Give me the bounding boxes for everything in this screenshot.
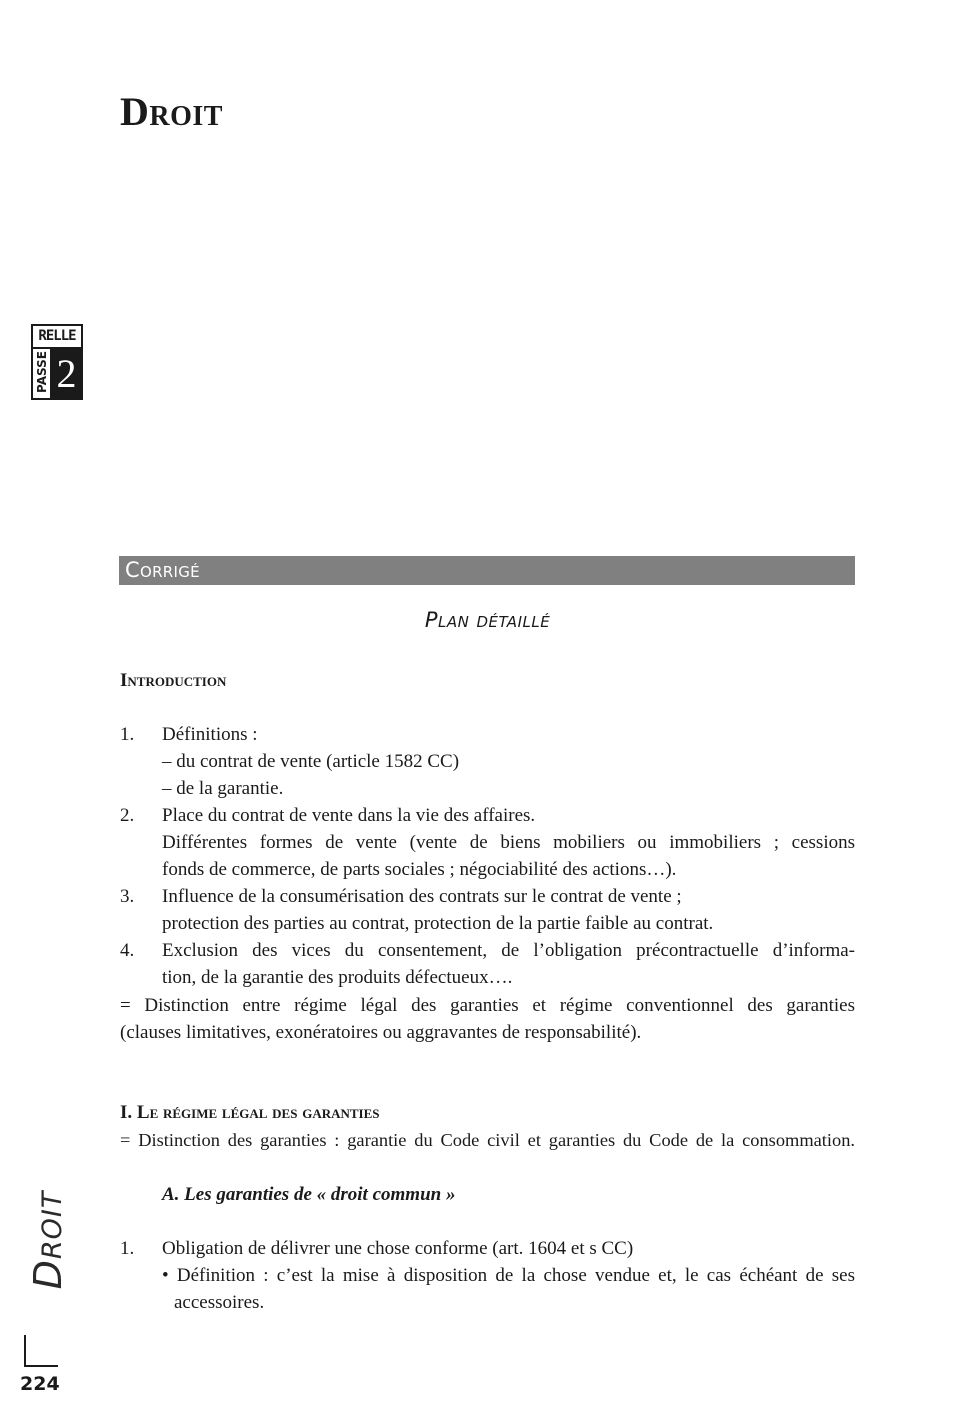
intro-conclusion-line: (clauses limitatives, exonératoires ou aggravantes de responsabilité).: [120, 1022, 642, 1043]
item-number: 1.: [120, 1238, 135, 1259]
item-number: 2.: [120, 805, 135, 826]
section-side-label: Droit: [26, 1190, 70, 1290]
badge-number: 2: [52, 349, 81, 398]
item-line: tion, de la garantie des produits défectueux….: [162, 967, 513, 988]
page-number: 224: [20, 1373, 60, 1395]
intro-heading: Introduction: [120, 670, 227, 691]
part1-item-title: Obligation de délivrer une chose conforme (art. 1604 et s CC): [162, 1238, 634, 1259]
item-line: Définitions :: [162, 724, 258, 745]
edition-badge: [31, 324, 83, 400]
item-number: 3.: [120, 886, 135, 907]
section-bar-label: Corrigé: [125, 558, 200, 582]
part1-bullet-line: accessoires.: [174, 1292, 265, 1313]
badge-side-text: PASSE: [35, 351, 49, 393]
part1-subsection-a: A. Les garanties de « droit commun »: [162, 1184, 456, 1205]
badge-top-text: RELLE: [33, 326, 81, 349]
part1-heading: I. Le régime légal des garanties: [120, 1102, 380, 1123]
item-number: 4.: [120, 940, 135, 961]
item-line: Influence de la consumérisation des contrats sur le contrat de vente ;: [162, 886, 682, 907]
item-line: fonds de commerce, de parts sociales ; négociabilité des actions…).: [162, 859, 677, 880]
plan-title: Plan détaillé: [424, 608, 551, 632]
item-line: – de la garantie.: [162, 778, 284, 799]
page-title: Droit: [120, 89, 223, 134]
item-line: Place du contrat de vente dans la vie des affaires.: [162, 805, 536, 826]
item-line: Différentes formes de vente (vente de biens mobiliers ou immobiliers ; cessions: [162, 832, 855, 853]
item-number: 1.: [120, 724, 135, 745]
corner-mark: [24, 1365, 58, 1367]
item-line: protection des parties au contrat, protection de la partie faible au contrat.: [162, 913, 714, 934]
corner-mark: [24, 1335, 26, 1367]
intro-conclusion-line: = Distinction entre régime légal des garanties et régime conventionnel des garanties: [120, 995, 855, 1016]
part1-bullet-line: • Définition : c’est la mise à disposition de la chose vendue et, le cas échéant de ses: [162, 1265, 855, 1286]
section-bar: [119, 556, 855, 585]
part1-subtitle: = Distinction des garanties : garantie du Code civil et garanties du Code de la consommation.: [120, 1130, 855, 1150]
item-line: Exclusion des vices du consentement, de l’obligation précontractuelle d’informa-: [162, 940, 855, 961]
item-line: – du contrat de vente (article 1582 CC): [162, 751, 460, 772]
